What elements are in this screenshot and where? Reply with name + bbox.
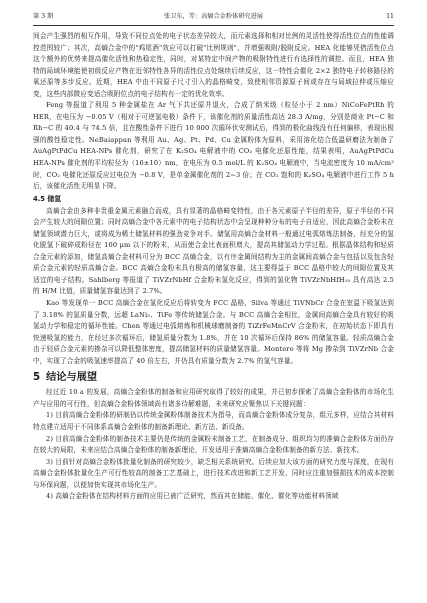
paragraph: Kao 等发现单一 BCC 高熵合金在氢化反应后将转变为 FCC 晶格，Silva 等通过 TiVNbCr 合金在室温下吸氢达到了 3.18% 的氢质量分数，远超 LaNi₅、TiFe 等传统储氢合金。与 BCC 高熵合金相比，金属间高熵合金具有较好的吸氢动力学和稳定的循环性能。Chen 等通过电弧熔炼和机械球磨制备的 TiZrFeMnCrV 合金粉末，在初始状态下即具有快速吸氢的能力，在经过多次循环后，储氢质量分数为 1.8%，并在 10 次循环后保持 86% 的储氢容量。轻质高熵合金由于轻质合金元素的掺杂可以降低整体密度，提高储氢材料的质量储氢容量。Montero 等将 Mg 掺杂到 TiVZrNb 合金中，实现了合金的吸氢速率提高了 40 倍左右，并仍具有质量分数为 2.7% 的氢气容量。	[33, 299, 394, 365]
header-rule	[33, 25, 394, 26]
paragraph: 间会产生强烈的相互作用，导致不同位点处的电子状态差异较大，而元素选择和相对比例的灵活性使得活性位点的性能调控范围较广；其次，高熵合金中的"鸡尾酒"效应可以打破"比例规则"，并增强吸附/脱附反应。HEA 化能够凭借活性位点这个额外的优势来提高催化活性和热稳定性，同时，对某特定中间产物的吸附特性进行有选择性的调控。而且，HEA 独特的局域环境能使初级反应产物在近邻特性各异的活性位点处继续后续反应，这一特性会催化 2×2 独特电子转移路径的氧还原等多步反应。近期，HEA 中由不同原子尺寸引入的晶格畸变，致使相邻资源原子间或存在与局域拉伸或压缩应变，这些内部微应变适合吸附位点的电子结构有一定的优化效率。	[33, 32, 394, 98]
list-item: 2) 目前高熵合金粉体的制备技术主要仍是传统的金属粉末制备工艺，在制备成分、组织均匀的准熵合金粉体方面仍存在较大的局限，未来应结合高熵合金粉体的制备新理论，开发适用于准熵高熵合金粉体制备的新方法、新技术。	[33, 434, 394, 455]
running-title: 张卫东，等：高熵合金粉体研究进展	[164, 13, 263, 20]
section-heading-4-5: 4.5 储氢	[33, 194, 62, 203]
paragraph: 高熵合金由多种非贵重金属元素融合而成，具有显著的晶格畸变特性，由于各元素原子半径的差异，原子半径的不同会产生较大的间隙位置；同时高熵合金中各元素中的电子结构状态中会呈现种种分布的电子自适应，因此高熵合金粉末在储氢领域潜力巨大，或将成为稀土储氢材料的强劲竞争对手。储氢用高熵合金材料一般通过电弧熔炼法制备，经充分的氢化脱氢下破碎成粉径在 100 μm 以下的粉末，从而使合金比表面积增大，提高其储氢动力学过程。根据晶体结构和轻质合金元素的添加，储氢高熵合金材料可分为 BCC 高熵合金，以有序金属间结构为主的金属间高熵合金与包括以及包含轻质合金元素的轻质高熵合金。BCC 高熵合金粉末具有极高的储氢容量，这主要得益于 BCC 晶格中较大的间隙位置及其适宜的电子结构。Sahlberg 等报道了 TiVZrNbHf 合金粉末氢化反应，得到的氢化物 TiVZrNbHfH₁₀ 具有高达 2.5 的 H/M 比值，质量储氢容量达到了 2.7%。	[33, 206, 394, 296]
paragraph: Feng 等报道了利用 5 种金属盐在 Ar 气下共还原并退火，合成了纳米级（粒径小于 2 nm）NiCoFePtRh 的 HER，在电压为 −0.05 V（相对于可逆氢电极）条件下，该催化剂的质量活性高达 28.3 A/mg，分别是商业 Pt−C 和 Rh−C 的 40.4 与 74.5 倍，且在酸性条件下进行 10 000 次循环伏安测试后，得到的极化曲线没有任何偏移，表现出极强的酸性稳定性。NeBaiappan 等利用 Au、Ag、Pt、Pd、Cu 金属粉体为原料，采用溶化结合低温研磨法为制备了 AuAgPtPdCu HEA-NPs 催化剂，研究了在 K₂SO₄ 电解液中的 CO₂ 电催化还原性能，结果表明，AuAgPtPdCu HEA-NPs 催化剂的平均粒径为（16±10）nm，在电压为 0.5 mol/L 的 K₂SO₄ 电解液中，当电流密度为 10 mA/cm² 时，CO₂ 电催化还原反应过电位为 −0.8 V，是单金属催化剂的 2~3 倍；在 CO₂ 饱和的 K₂SO₄ 电解液中进行工作 5 h 后，该催化活性无明显下降。	[33, 101, 394, 191]
issue-label: 第 3 期	[33, 13, 54, 20]
section-number: 5	[33, 372, 41, 384]
page-number: 11	[386, 13, 394, 20]
list-item: 3) 目前针对高熵合金粉体批量化制备的研究较少，缺乏相关系统研究。后续应加大该方面的研究力度与深度，在现有高熵合金粉体批量化生产可行性较高的制备工艺基础上，进行技术改进和新工艺开发，同时应注重加强损技术的成本控制与环保问题，以便加快实现其市场化生产。	[33, 457, 394, 489]
list-item: 1) 目前高熵合金粉体的研制仍以传统金属粉体制备技术为指导，而高熵合金粉体成分复杂，组元多样，应结合其材料特点建立适用于不同体系高熵合金粉体的制备新理论、新方法、新设备。	[33, 411, 394, 431]
list-item: 4) 高熵合金粉体在结构材料方面的应用已被广泛研究，然而其在储能、催化、催化等功能材料领域	[46, 492, 339, 501]
section-heading-5	[33, 370, 394, 385]
paragraph: 经过近 10 a 的发展，高熵合金粉体的制备和应用研究取得了较好的成果，并已初步探索了高熵合金粉体的市场化生产与应用的可行性，但高熵合金粉体领域尚有诸多待解难题，未来研究应聚焦以下关键问题：	[33, 388, 394, 408]
section-title: 结论与展望	[46, 371, 98, 384]
body-text	[33, 31, 394, 503]
running-header	[33, 11, 394, 23]
